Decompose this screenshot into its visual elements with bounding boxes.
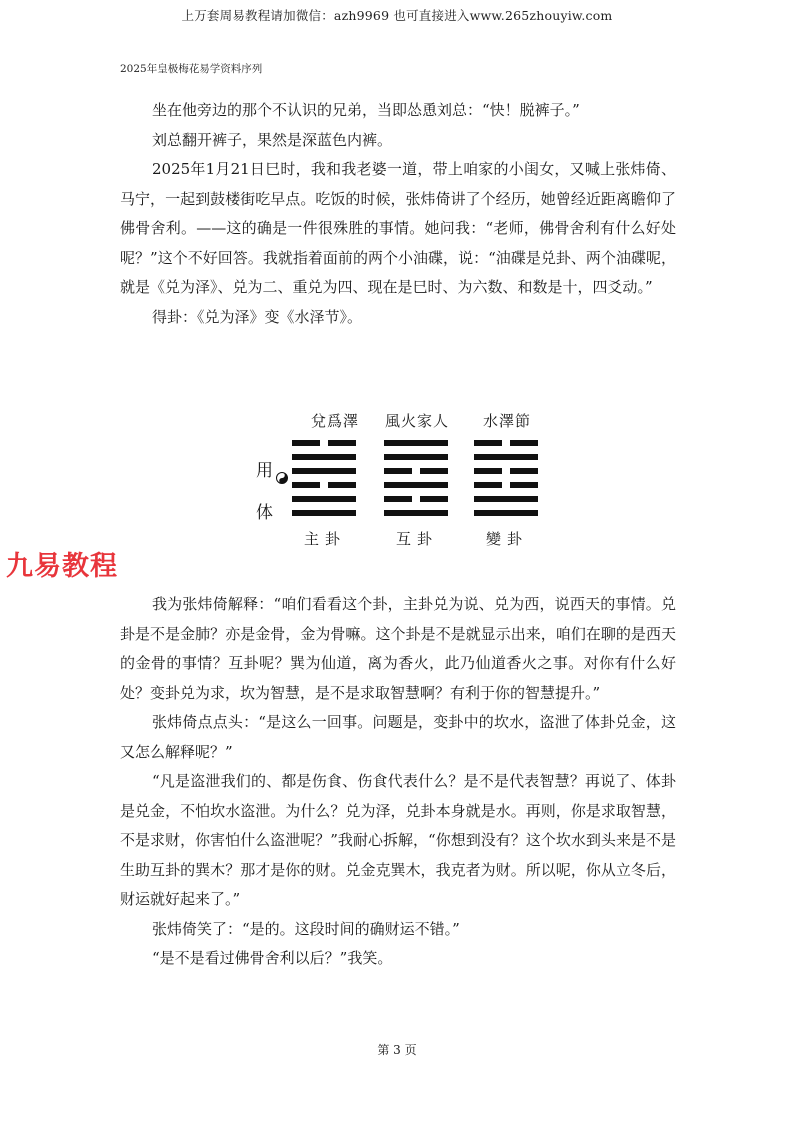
paragraph: 2025年1月21日巳时，我和我老婆一道，带上咱家的小闺女，又喊上张炜倚、马宁，一起到鼓楼街吃早点。吃饭的时候，张炜倚讲了个经历，她曾经近距离瞻仰了佛骨舍利。——这的确是一件很殊胜的事情。她问我：“老师，佛骨舍利有什么好处呢？”这个不好回答。我就指着面前的两个小油碟，说：“油碟是兑卦、两个油碟呢，就是《兑为泽》、兑为二、重兑为四、现在是巳时、为六数、和数是十，四爻动。” (120, 160, 676, 296)
hexagram-main (292, 440, 356, 520)
page-number: 第 3 页 (377, 1043, 417, 1057)
paragraph: “是不是看过佛骨舍利以后？”我笑。 (152, 949, 393, 967)
paragraph: 得卦：《兑为泽》变《水泽节》。 (152, 307, 363, 326)
yang-line (292, 468, 356, 474)
hexagram-figure (250, 410, 550, 550)
series-header: 2025年皇极梅花易学资料序列 (120, 63, 263, 75)
body-text-top (120, 96, 676, 332)
hexagram-title: 水澤節 (482, 412, 531, 430)
hexagram-changed (474, 440, 538, 520)
yang-line (474, 496, 538, 502)
yin-line (292, 440, 356, 446)
yang-line (384, 440, 448, 446)
paragraph: “凡是盗泄我们的、都是伤食、伤食代表什么？是不是代表智慧？再说了、体卦是兑金，不怕坎水盗泄。为什么？兑为泽，兑卦本身就是水。再则，你是求取智慧，不是求财，你害怕什么盗泄呢？”我耐心拆解，“你想到没有？这个坎水到头来是不是生助互卦的巽木？那才是你的财。兑金克巽木，我克者为财。所以呢，你从立冬后，财运就好起来了。” (120, 772, 676, 908)
yang-line (292, 496, 356, 502)
yin-line (384, 468, 448, 474)
hexagram-title: 風火家人 (384, 412, 449, 430)
yin-line (474, 468, 538, 474)
paragraph: 坐在他旁边的那个不认识的兄弟，当即怂恿刘总：“快！脱裤子。” (152, 101, 580, 119)
top-banner: 上万套周易教程请加微信：azh9969 也可直接进入www.265zhouyiw.com (181, 8, 613, 23)
side-label-use: 用 (256, 461, 273, 481)
paragraph: 张炜倚笑了：“是的。这段时间的确财运不错。” (152, 919, 460, 938)
paragraph: 刘总翻开裤子，果然是深蓝色内裤。 (152, 130, 393, 149)
yang-line (384, 510, 448, 516)
side-label-body: 体 (256, 503, 273, 523)
yang-line (384, 454, 448, 460)
yang-line (292, 454, 356, 460)
hexagram-label: 互卦 (395, 530, 438, 548)
hexagram-title: 兌爲澤 (310, 412, 359, 430)
yin-line (384, 496, 448, 502)
yang-line (474, 454, 538, 460)
yang-line (384, 482, 448, 488)
body-text-bottom (120, 590, 676, 974)
yin-line (292, 482, 356, 488)
yang-line (292, 510, 356, 516)
yang-line (474, 510, 538, 516)
watermark: 九易教程 (6, 551, 118, 582)
yin-yang-icon (276, 472, 288, 484)
hexagram-label: 變卦 (485, 530, 528, 548)
yin-line (474, 482, 538, 488)
paragraph: 我为张炜倚解释：“咱们看看这个卦，主卦兑为说、兑为西，说西天的事情。兑卦是不是金肺？亦是金骨，金为骨嘛。这个卦是不是就显示出来，咱们在聊的是西天的金骨的事情？互卦呢？巽为仙道，离为香火，此乃仙道香火之事。对你有什么好处？变卦兑为求，坎为智慧，是不是求取智慧啊？有利于你的智慧提升。” (120, 595, 676, 702)
paragraph: 张炜倚点点头：“是这么一回事。问题是，变卦中的坎水，盗泄了体卦兑金，这又怎么解释呢？” (120, 713, 676, 761)
hexagram-mutual (384, 440, 448, 520)
hexagram-label: 主卦 (303, 530, 346, 548)
yin-line (474, 440, 538, 446)
